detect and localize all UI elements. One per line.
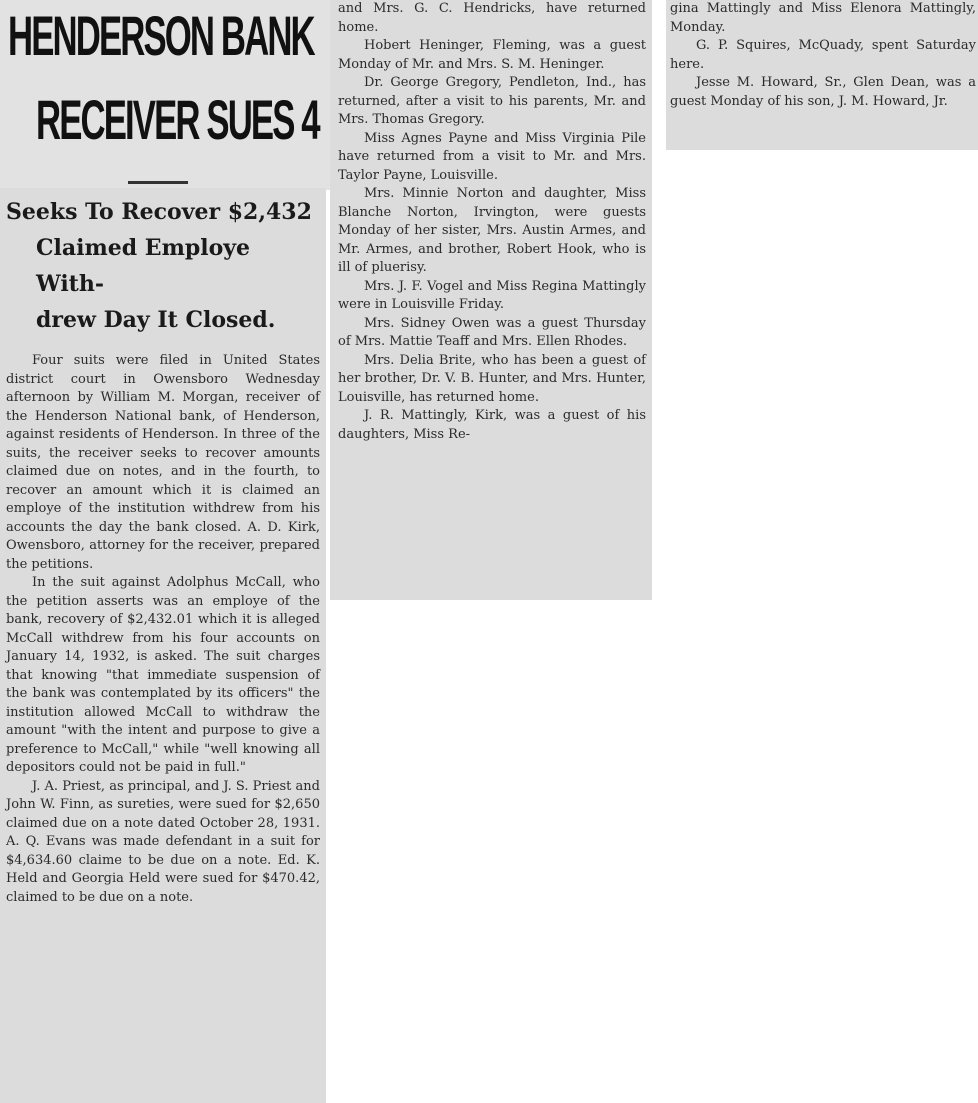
article-paragraph: Hobert Heninger, Fleming, was a guest Monday of Mr. and Mrs. S. M. Heninger. xyxy=(338,38,646,72)
article-paragraph: Mrs. Sidney Owen was a guest Thursday of Mrs. Mattie Teaff and Mrs. Ellen Rhodes. xyxy=(338,315,646,349)
headline-divider xyxy=(128,181,188,184)
article-column-2 xyxy=(330,0,652,600)
article-paragraph: J. R. Mattingly, Kirk, was a guest of his daughters, Miss Re- xyxy=(338,408,646,442)
article-paragraph: G. P. Squires, McQuady, spent Saturday here. xyxy=(670,38,976,72)
article-column-1 xyxy=(0,188,326,1103)
headline-line-2: RECEIVER SUES 4 xyxy=(36,88,319,151)
article-paragraph: In the suit against Adolphus McCall, who the petition asserts was an employe of the bank, recovery of $2,432.01 which it is alleged McCall withdrew from his four accounts on January 14, 1932, is asked. The suit charges that knowing "that immediate suspension of the bank was contemplated by its officers" the institution allowed McCall to withdraw the amount "with the intent and purpose to give a preference to McCall," while "well knowing all depositors could not be paid in full." xyxy=(6,575,320,775)
subheadline xyxy=(0,188,326,338)
article-paragraph-continued: gina Mattingly and Miss Elenora Mattingly, Monday. xyxy=(670,1,976,35)
headline-line-1: HENDERSON BANK xyxy=(8,4,314,67)
subheadline-line-3: drew Day It Closed. xyxy=(36,307,276,333)
article-paragraph: Jesse M. Howard, Sr., Glen Dean, was a guest Monday of his son, J. M. Howard, Jr. xyxy=(670,75,976,109)
article-paragraph: Four suits were filed in United States district court in Owensboro Wednesday afternoon by William M. Morgan, receiver of the Henderson National bank, of Henderson, against residents of Henderson. In three of the suits, the receiver seeks to recover amounts claimed due on notes, and in the fourth, to recover an amount which it is claimed an employe of the institution withdrew from his accounts the day the bank closed. A. D. Kirk, Owensboro, attorney for the receiver, prepared the petitions. xyxy=(6,353,320,572)
article-paragraph: Dr. George Gregory, Pendleton, Ind., has returned, after a visit to his parents, Mr. and Mrs. Thomas Gregory. xyxy=(338,75,646,127)
article-paragraph: Mrs. Delia Brite, who has been a guest of her brother, Dr. V. B. Hunter, and Mrs. Hunter, Louisville, has returned home. xyxy=(338,352,646,405)
article-paragraph: Mrs. Minnie Norton and daughter, Miss Blanche Norton, Irvington, were guests Monday of her sister, Mrs. Austin Armes, and Mr. Armes, and brother, Robert Hook, who is ill of pluerisy. xyxy=(338,186,646,275)
article-body-column-2 xyxy=(330,0,652,444)
article-body-column-1 xyxy=(0,338,326,907)
article-paragraph: Mrs. J. F. Vogel and Miss Regina Mattingly were in Louisville Friday. xyxy=(338,278,646,312)
article-body-column-3 xyxy=(666,0,978,111)
article-paragraph: J. A. Priest, as principal, and J. S. Priest and John W. Finn, as sureties, were sued for $2,650 claimed due on a note dated October 28, 1931. A. Q. Evans was made defendant in a suit for $4,634.60 claime to be due on a note. Ed. K. Held and Georgia Held were sued for $470.42, claimed to be due on a note. xyxy=(6,778,320,905)
subheadline-line-1: Seeks To Recover $2,432 xyxy=(6,199,312,225)
article-column-3 xyxy=(666,0,978,150)
headline-clipping xyxy=(0,0,330,190)
article-paragraph: Miss Agnes Payne and Miss Virginia Pile have returned from a visit to Mr. and Mrs. Taylor Payne, Louisville. xyxy=(338,130,646,183)
subheadline-line-2: Claimed Employe With- xyxy=(36,235,251,297)
article-paragraph-continued: and Mrs. G. C. Hendricks, have returned home. xyxy=(338,1,646,35)
